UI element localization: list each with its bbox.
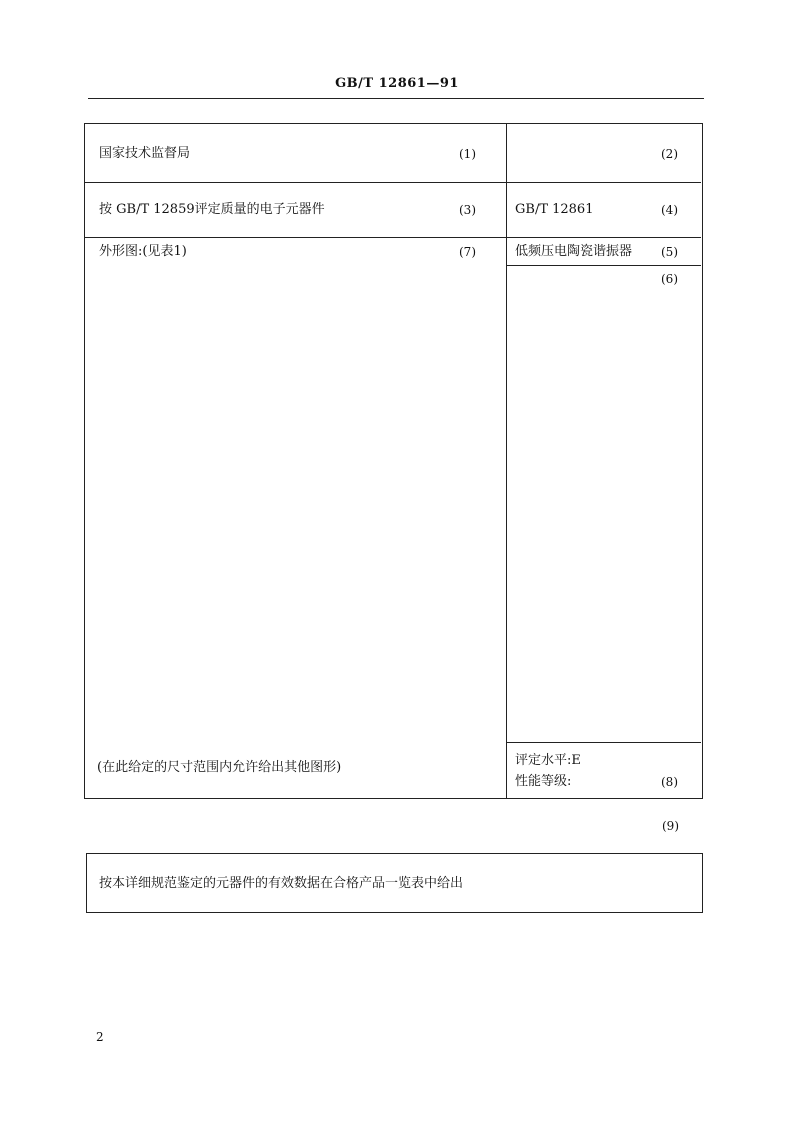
- cell-5-text: 低频压电陶瓷谐振器: [515, 244, 633, 259]
- cell-8-line1: 评定水平:E: [515, 753, 581, 768]
- page-number: 2: [96, 1030, 104, 1044]
- cell-6-ref: (6): [661, 272, 678, 286]
- section-9-ref: (9): [662, 819, 679, 833]
- page-header-title: GB/T 12861—91: [335, 76, 459, 91]
- section-9-text: 按本详细规范鉴定的元器件的有效数据在合格产品一览表中给出: [99, 876, 464, 891]
- spec-form-table: [84, 123, 703, 799]
- cell-7-text: 外形图:(见表1): [99, 244, 187, 259]
- cell-5-ref: (5): [661, 245, 678, 259]
- cell-2-ref: (2): [661, 147, 678, 161]
- row-divider-right-5: [506, 265, 701, 266]
- cell-1-text: 国家技术监督局: [99, 146, 191, 161]
- cell-3-text: 按 GB/T 12859评定质量的电子元器件: [99, 202, 325, 217]
- row-divider-2: [85, 237, 701, 238]
- cell-4-text: GB/T 12861: [515, 202, 594, 217]
- cell-1-ref: (1): [459, 147, 476, 161]
- cell-8-ref: (8): [661, 775, 678, 789]
- column-divider: [506, 124, 507, 798]
- cell-7-ref: (7): [459, 245, 476, 259]
- header-rule: [88, 98, 704, 99]
- cell-7-note: (在此给定的尺寸范围内允许给出其他图形): [97, 760, 342, 775]
- row-divider-1: [85, 182, 701, 183]
- cell-3-ref: (3): [459, 203, 476, 217]
- section-9-box: [86, 853, 703, 913]
- row-divider-right-6: [506, 742, 701, 743]
- cell-4-ref: (4): [661, 203, 678, 217]
- cell-8-line2: 性能等级:: [515, 774, 572, 789]
